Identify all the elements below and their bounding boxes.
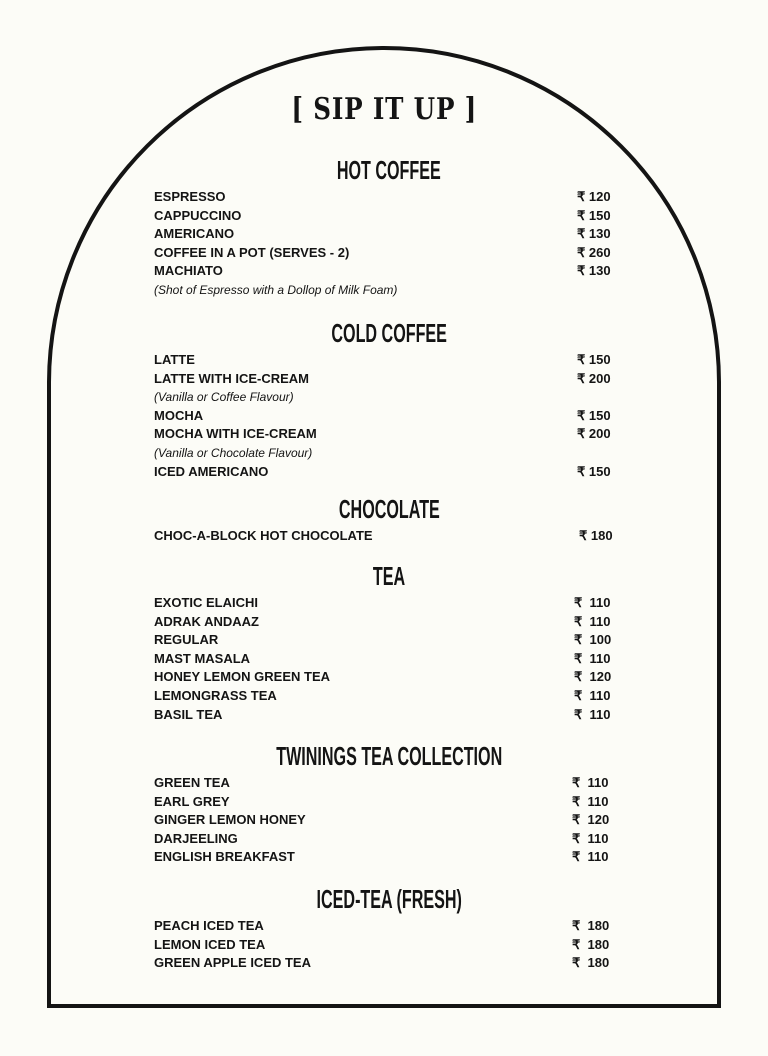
item-name: ICED AMERICANO (154, 463, 269, 479)
item-name: PEACH ICED TEA (154, 918, 264, 933)
item-name: LEMON ICED TEA (154, 936, 266, 952)
menu-item (154, 244, 624, 263)
item-price: ₹ 120 (577, 189, 611, 204)
section-heading-text: TWININGS TEA COLLECTION (276, 741, 502, 771)
section-heading (154, 318, 624, 348)
menu-section (154, 318, 624, 481)
menu-item (154, 463, 624, 482)
item-price: ₹ 110 (572, 849, 609, 865)
item-name: LATTE WITH ICE-CREAM (154, 370, 310, 386)
menu-item (154, 811, 624, 830)
menu-item (154, 351, 624, 370)
section-heading-text: TEA (372, 561, 406, 591)
item-price: ₹ 120 (572, 812, 610, 828)
item-name: COFFEE IN A POT (SERVES - 2) (154, 244, 350, 260)
menu-item (154, 954, 624, 973)
item-price: ₹ 150 (577, 352, 611, 367)
item-price: ₹ 150 (577, 207, 611, 223)
item-price: ₹ 180 (579, 528, 613, 543)
item-price: ₹ 180 (572, 936, 610, 952)
item-name: EARL GREY (154, 793, 230, 809)
menu-section (154, 561, 624, 724)
item-price: ₹ 110 (574, 595, 611, 610)
menu-item (154, 262, 624, 281)
item-price: ₹ 100 (574, 632, 612, 648)
item-name: REGULAR (154, 632, 219, 648)
menu-title-text: [ SIP IT UP ] (291, 92, 477, 127)
item-price: ₹ 260 (577, 244, 611, 260)
item-price: ₹ 110 (572, 793, 609, 809)
menu-item (154, 917, 624, 936)
menu-item (154, 774, 624, 793)
item-price: ₹ 130 (577, 263, 611, 279)
item-name: GREEN APPLE ICED TEA (154, 955, 311, 971)
item-name: DARJEELING (154, 830, 238, 846)
menu-item (154, 370, 624, 389)
menu-item (154, 188, 624, 207)
item-price: ₹ 180 (572, 955, 610, 971)
section-heading (154, 561, 624, 591)
item-name: HONEY LEMON GREEN TEA (154, 669, 331, 685)
menu-item (154, 631, 624, 650)
item-note: (Shot of Espresso with a Dollop of Milk Foam) (154, 282, 398, 297)
section-heading-text: COLD COFFEE (331, 318, 447, 348)
item-note: (Vanilla or Coffee Flavour) (154, 390, 294, 405)
menu-item (154, 650, 624, 669)
item-price: ₹ 110 (574, 650, 611, 666)
menu-item (154, 594, 624, 613)
menu-item (154, 407, 624, 426)
menu-section (154, 884, 624, 973)
menu-item (154, 527, 624, 546)
item-price: ₹ 200 (577, 370, 611, 386)
item-name: CAPPUCCINO (154, 207, 242, 223)
section-heading-text: ICED-TEA (FRESH) (316, 884, 462, 914)
item-name: CHOC-A-BLOCK HOT CHOCOLATE (154, 528, 373, 543)
item-name: MOCHA WITH ICE-CREAM (154, 426, 317, 442)
menu-item (154, 613, 624, 632)
section-heading (154, 884, 624, 914)
item-price: ₹ 110 (574, 687, 611, 703)
item-name: EXOTIC ELAICHI (154, 595, 259, 610)
menu-section (154, 494, 624, 546)
menu-section (154, 741, 624, 867)
item-price: ₹ 130 (577, 226, 611, 242)
item-price: ₹ 110 (572, 830, 609, 846)
section-heading (154, 741, 624, 771)
item-name: MAST MASALA (154, 650, 251, 666)
section-heading (154, 155, 624, 185)
item-note: (Vanilla or Chocolate Flavour) (154, 445, 313, 460)
item-price: ₹ 200 (577, 426, 611, 442)
item-price: ₹ 110 (572, 775, 609, 790)
menu-item (154, 706, 624, 725)
menu-item (154, 830, 624, 849)
item-price: ₹ 150 (577, 407, 611, 423)
item-name: MOCHA (154, 407, 204, 423)
section-heading-text: HOT COFFEE (337, 155, 441, 185)
item-price: ₹ 110 (574, 706, 611, 722)
item-price: ₹ 120 (574, 669, 612, 685)
item-name: GREEN TEA (154, 775, 230, 790)
item-name: LATTE (154, 352, 195, 367)
menu-item (154, 936, 624, 955)
item-name: BASIL TEA (154, 706, 223, 722)
item-name: GINGER LEMON HONEY (154, 812, 306, 828)
item-price: ₹ 110 (574, 613, 611, 629)
item-name: AMERICANO (154, 226, 235, 242)
menu-item (154, 225, 624, 244)
section-heading (154, 494, 624, 524)
item-name: LEMONGRASS TEA (154, 687, 277, 703)
menu-item (154, 668, 624, 687)
item-price: ₹ 180 (572, 918, 610, 933)
item-name: ADRAK ANDAAZ (154, 613, 259, 629)
item-name: MACHIATO (154, 263, 223, 279)
menu-item (154, 687, 624, 706)
item-name: ENGLISH BREAKFAST (154, 849, 295, 865)
menu-section (154, 155, 624, 300)
menu-item (154, 848, 624, 867)
item-price: ₹ 150 (577, 463, 611, 479)
menu-item (154, 207, 624, 226)
menu-item (154, 425, 624, 444)
item-name: ESPRESSO (154, 189, 226, 204)
menu-title (0, 92, 768, 127)
section-heading-text: CHOCOLATE (338, 494, 440, 524)
menu-item (154, 793, 624, 812)
